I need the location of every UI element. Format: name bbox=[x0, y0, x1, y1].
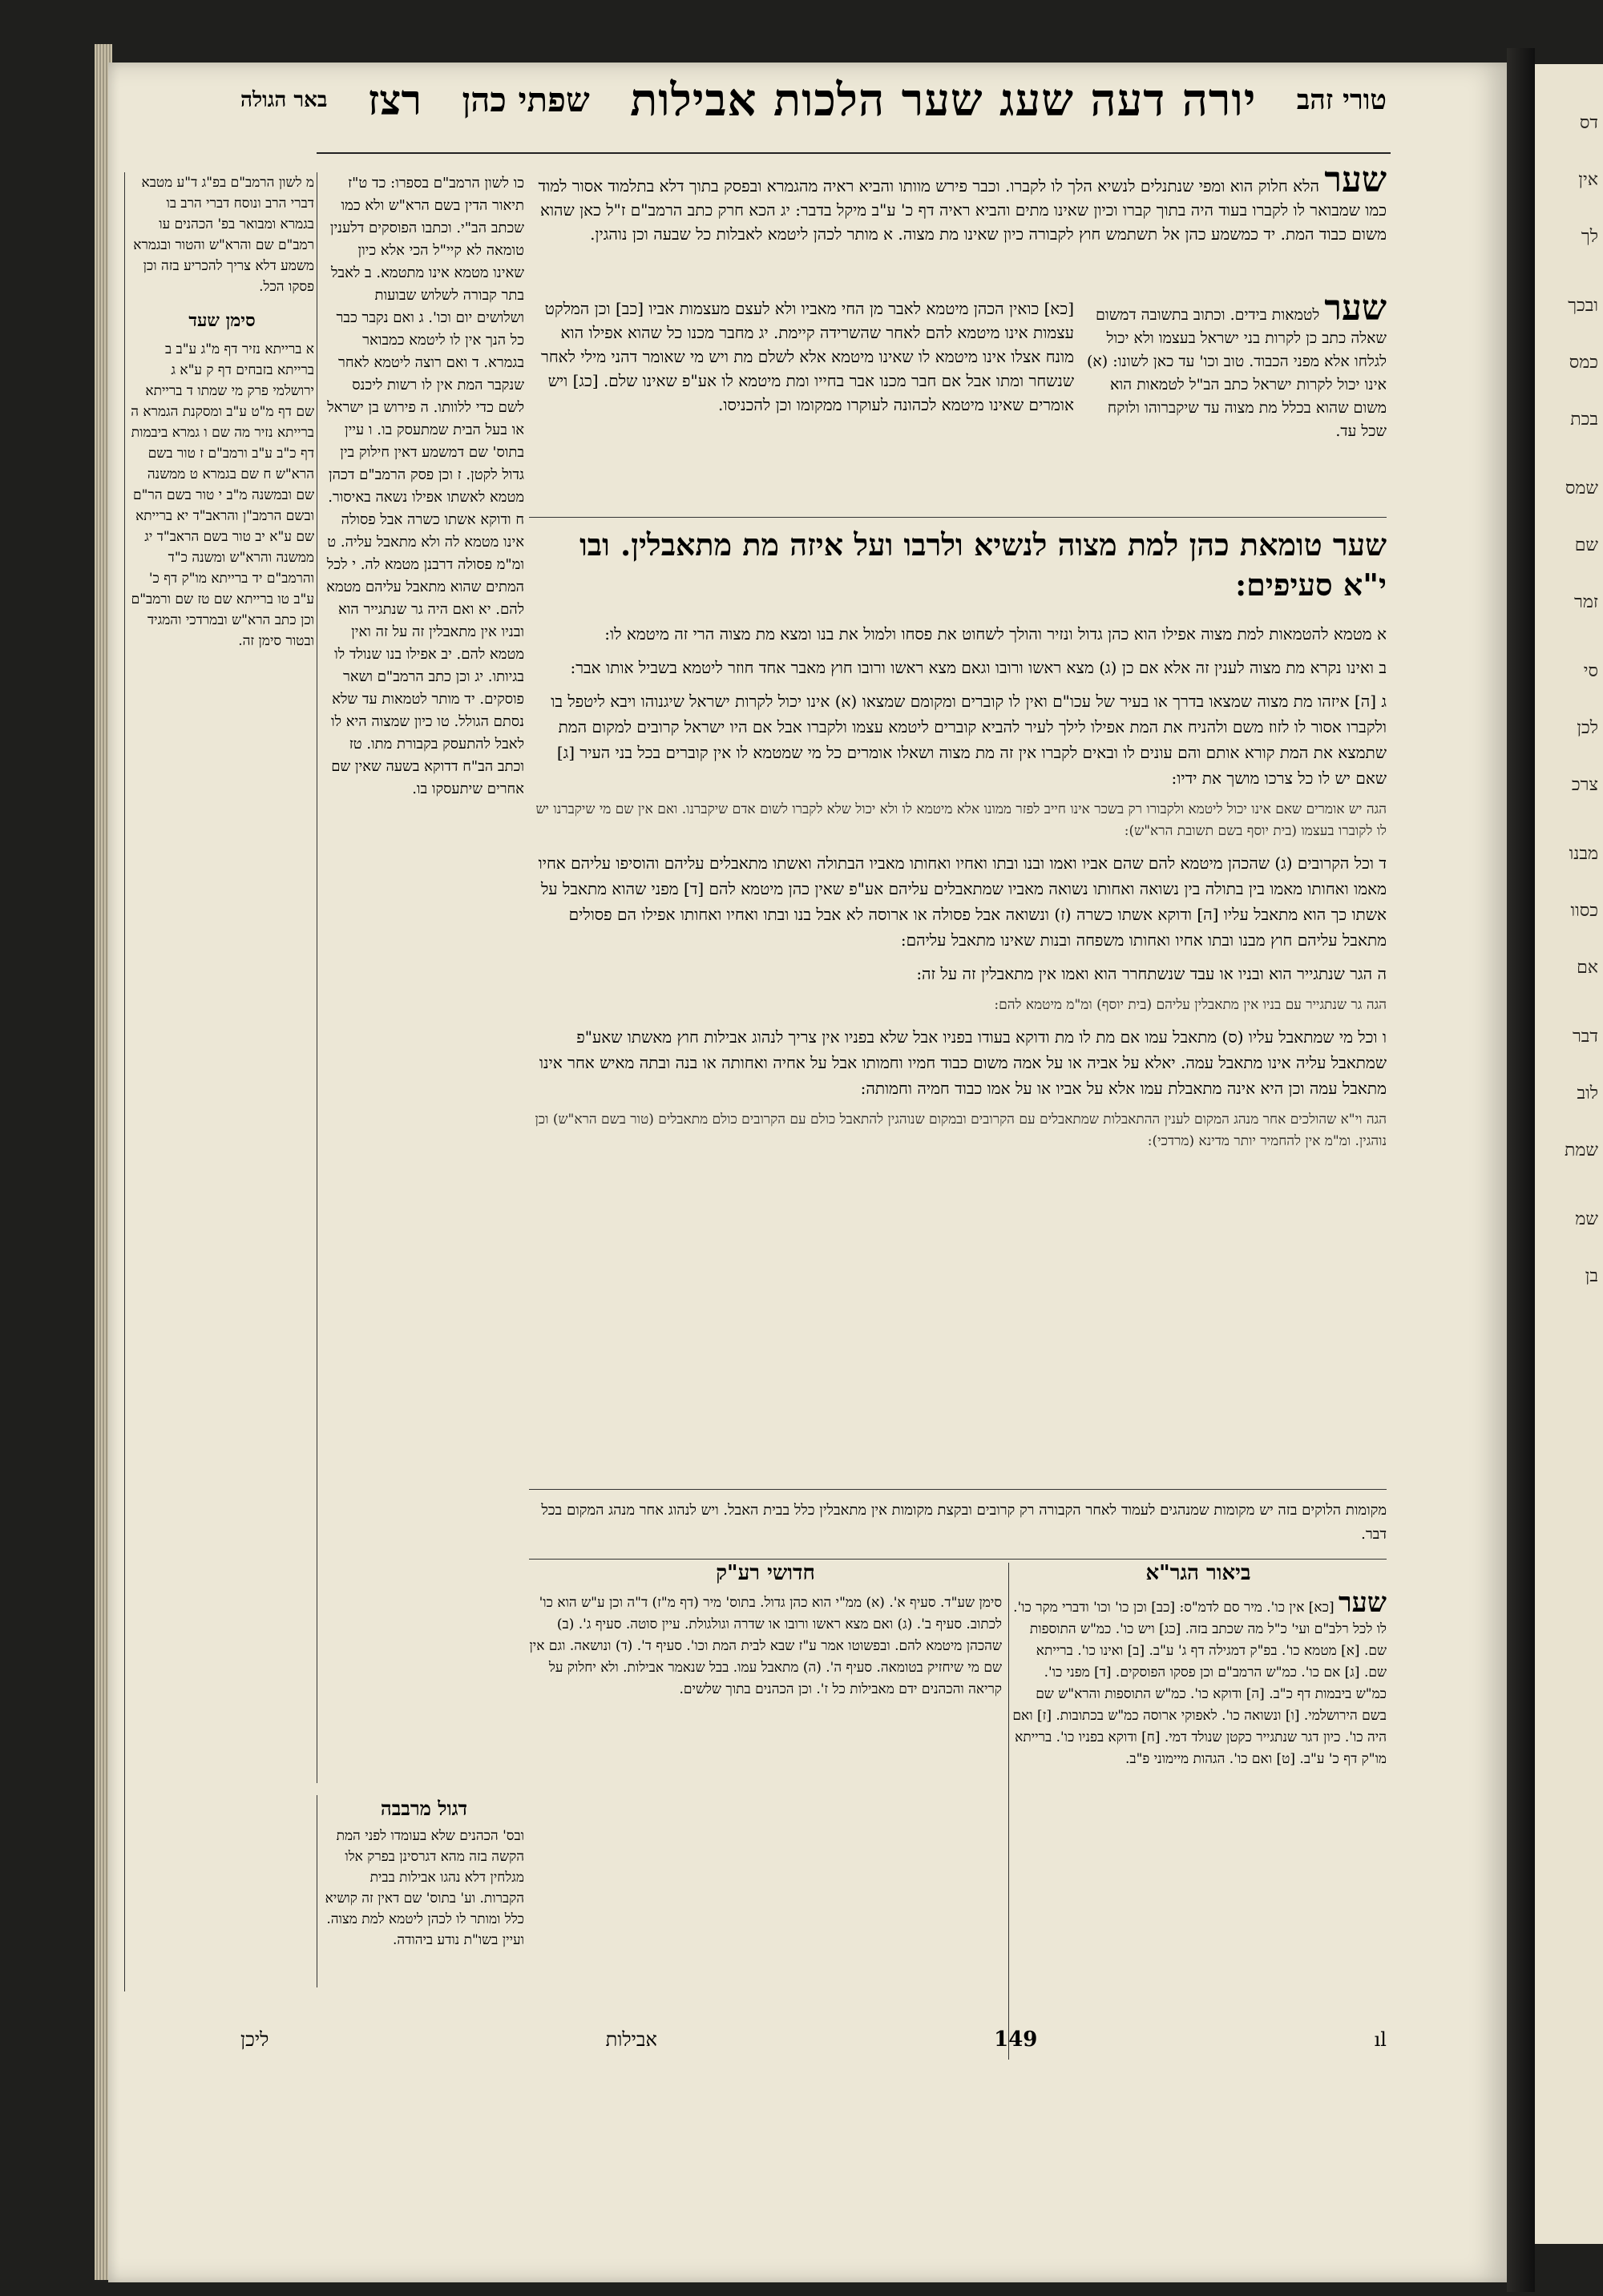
page-header bbox=[240, 56, 1387, 144]
be-hagola-title: באר הגולה bbox=[240, 88, 328, 112]
hagah-gloss-2: הגה גר שנתגייר עם בניו אין מתאבלין עליהם (בית יוסף) ומ"מ מיטמא להם: bbox=[994, 997, 1387, 1013]
folio-number: רצז bbox=[367, 75, 422, 125]
taz-opening-word: שער bbox=[1324, 159, 1387, 200]
be-hagola-top: מ לשון הרמב"ם בפ"ג ד"ע מטבא דברי הרב ונוסח דברי הרב בו בגמרא ומבואר בפ' הכהנים עו רמב"ם שם והרא"ש והטור ובגמרא משמע דלא צריך להכריע בזה וכן פסקו הכל. bbox=[133, 175, 314, 295]
page-number: 149 bbox=[994, 2028, 1038, 2052]
biur-hagra-text: [כא] אין כו'. מיר סם לדמ"ס: [כב] וכן כו' וכו' ודברי מקר כו'. לו לכל רלב"ם ועי' כ"ל מה שכתב בזה. [כג] ויש כו'. כמ"ש התוספות שם. [א] מטמא כו'. בפ"ק דמגילה דף ג' ע"ב. [ב] ואינו כו'. ברייתא שם. [ג] אם כו'. כמ"ש הרמב"ם וכן פסקו הפוסקים. [ד] מפני כו'. כמ"ש ביבמות דף כ"ב. [ה] ודוקא כו'. כמ"ש התוספות והרא"ש שם בשם הירושלמי. [ו] ונשואה כו'. לאפוקי ארוסה כמ"ש בכתובות. [ז] ואם היה כו'. כיון דגר שנתגייר כקטן שנולד דמי. [ח] ודוקא בפניו כו'. ברייתא מו"ק דף כ' ע"ב. [ט] ואם כו'. הגהות מיימוני פ"ב. bbox=[1012, 1600, 1387, 1767]
next-page-fragment: לוב bbox=[1577, 1083, 1598, 1104]
footer-catchword-left: ליכן bbox=[240, 2028, 269, 2051]
next-page-fragment: כמס bbox=[1569, 353, 1598, 373]
next-page-fragment: שמס bbox=[1565, 478, 1598, 498]
taz-right-block bbox=[1082, 297, 1387, 521]
dagul-mervava-text: ובס' הכהנים שלא בעומדו לפני המת הקשה בזה מהא דגרסינן בפרק אלו מגלחין דלא נהגו אבילות בבית הקברות. וע' בתוס' שם דאין זה קושיא כלל ומותר לו לכהן ליטמא למת מצוה. ועיין בשו"ת נודע ביהודה. bbox=[325, 1828, 524, 1948]
taz-right-opening-word: שער bbox=[1324, 297, 1387, 329]
seif-6: ו וכל מי שמתאבל עליו (ס) מתאבל עמו אם מת לו מת ודוקא בעודו בפניו אבל שלא בפניו אין צריך לנהוג אבילות חוץ מאשתו שאע"פ שמתאבל עליה אינו מתאבל עמה. יאלא על אביה או על אמה משום כבוד חמיו וחמותו אבל על אחיה ואחותה או בנה ובתה מאיש אחר אינו מתאבל עמה וכן היא אינה מתאבלת עמו אלא על אביו או על אמו כבוד חמיה וחמותה: bbox=[539, 1027, 1387, 1098]
taz-right-text: לטמאות בידים. וכתוב בתשובה דמשום שאלה כתב כן לקרות בני ישראל בעצמו ולא יכול לגלחו אלא מפני הכבוד. טוב וכו' עד כאן לשונו: (א) אינו יכול לקרות ישראל כתב הב"ל לטמאות הוא משום שהוא בכלל מת מצוה עד שיקברוהו ולוקח שכל עד. bbox=[1086, 306, 1387, 440]
dagul-mervava-column bbox=[317, 1795, 531, 1987]
footer-mark: ıl bbox=[1374, 2028, 1387, 2051]
right-commentary-title: טורי זהב bbox=[1296, 84, 1387, 116]
next-page-fragment: סי bbox=[1583, 661, 1598, 681]
next-page-fragment: אין bbox=[1578, 170, 1598, 190]
dagul-mervava-title: דגול מרבבה bbox=[380, 1797, 468, 1820]
commentary-rule bbox=[529, 1559, 1387, 1560]
next-page-fragment: ובכך bbox=[1568, 296, 1598, 316]
next-page-fragment: שם bbox=[1574, 535, 1598, 555]
main-text: [כא] כואין הכהן מיטמא לאבר מן החי מאביו ולא לעצם מעצמות אביו [כב] וכן המלקט עצמות אינו מיטמא להם לאחר שהשרידה קיימת. יג מחבר מכנו כל שהוא אפילו הוא מונח אצלו אינו מיטמא לו שאינו מיטמא אלא לשלם מת ויש מי שאומר דהני מילי לאחר שנשחר ומתו אבל אם חבר מכנו אבר בחייו ומת מיטמא לו אע"פ שאינו שלם. [כג] ויש אומרים שאינו מיטמא לכהונה לעוקרו ממקומו וכן להכניסו. bbox=[541, 299, 1074, 414]
header-rule bbox=[317, 152, 1391, 154]
next-page-fragment: זמר bbox=[1574, 592, 1598, 612]
next-page-fragment: בן bbox=[1585, 1266, 1598, 1286]
next-page bbox=[1535, 64, 1603, 2244]
siftei-cohen-column bbox=[317, 172, 531, 1783]
section-rule bbox=[529, 517, 1387, 518]
seif-2: ב ואינו נקרא מת מצוה לענין זה אלא אם כן (ג) מצא ראשו ורובו וגאם מצא ראשו ורובו חוץ מאבר אחד חוזר ליטמא בשביל אותו אבר: bbox=[570, 658, 1387, 677]
spine-shadow bbox=[1507, 48, 1535, 2292]
next-page-fragment: דבר bbox=[1573, 1027, 1598, 1047]
biur-opening-word: שער bbox=[1338, 1587, 1387, 1619]
biur-hagra-column bbox=[1010, 1563, 1387, 2060]
chidushei-rak-text: סימן שע"ד. סעיף א'. (א) ממ"י הוא כהן גדול. בתוס' מיר (דף מ"ז) ד"ה וכן ע"ש הוא כו' לכתוב. סעיף ב'. (ג) ואם מצא ראשו ורובו או שדרה וגולגולת. עיין סוטה. סעיף ג'. (ב) שהכהן מיטמא להם. ובפשוטו אמר ע"ז שבא לבית המת וכו'. סעיף ד'. (ד) ונושאה. וגם אין שם מי שיחזיק בטומאה. סעיף ה'. (ה) מתאבל עמו. בבל שנאמר אבילות. ולא יחלוק על קריאה והכהנים ידם מאבילות כל ז'. וכן הכהנים בתוך שלשים. bbox=[529, 1595, 1002, 1697]
main-text-block bbox=[529, 297, 1074, 505]
next-page-fragment: שמ bbox=[1575, 1209, 1598, 1229]
next-page-fragment: צרכ bbox=[1571, 775, 1598, 795]
left-commentary-title: שפתי כהן bbox=[462, 80, 590, 119]
page-title: יורה דעה שעג שער הלכות אבילות bbox=[630, 74, 1257, 127]
taz-top-block bbox=[529, 159, 1387, 289]
next-page-fragment: כסוו bbox=[1570, 901, 1598, 921]
next-page-fragment: אם bbox=[1577, 958, 1598, 978]
siman-title: שער טומאת כהן למת מצוה לנשיא ולרבו ועל איזה מת מתאבלין. ובו י"א סעיפים: bbox=[579, 527, 1387, 603]
be-hagola-body: א ברייתא נזיר דף מ"ג ע"ב ב ברייתא בזבחים דף ק ע"א ג ירושלמי פרק מי שמתו ד ברייתא שם דף מ"ט ע"ב ומסקנת הגמרא ה ברייתא נזיר מה שם ו גמרא ביבמות דף כ"ב ע"ב ורמב"ם ז טור בשם הרא"ש ח שם בגמרא ט ממשנה שם ובמשנה מ"ב י טור בשם הר"ם ובשם הרמב"ן והראב"ד יא ברייתא שם ע"א יב טור בשם הראב"ד יג ממשנה והרא"ש ומשנה כ"ד והרמב"ם יד ברייתא מו"ק דף כ' ע"ב טו ברייתא שם טז שם ורמב"ם וכן כתב הרא"ש ובמרדכי והמגיד ובטור סימן זה. bbox=[131, 341, 314, 649]
seif-1: א מטמא להטמאות למת מצוה אפילו הוא כהן גדול ונזיר והולך לשחוט את פסחו ולמול את בנו ומצא מת מצוה הרי זה מיטמא לו: bbox=[604, 624, 1387, 644]
taz-top-text: הלא חלוק הוא ומפי שנתנלים לנשיא הלך לו לקברו. וכבר פירש מוותו והביא ראיה מהגמרא ובפסק בתוך דלא בתלמוד אסור למוד כמו שמבואר לו לקברו בעוד היה בתוך קברו וכיון שאינו מתים והביא ראיה דף כ' ע"ב מיקל בדבר: יג הכא חרק כתב הרמב"ם ז"ל כאן שהוא משום כבוד המת. יד כמשמע כהן אל תשתמש חוץ לקבורה כיון שאינו מת מצוה. א מותר לכהן ליטמא לאבלות כל שבעה וכן נוהגין. bbox=[538, 176, 1387, 244]
footer-catchword-mid: אבילות bbox=[605, 2028, 657, 2051]
next-page-fragment: לכן bbox=[1577, 718, 1598, 738]
next-page-fragment: דס bbox=[1579, 113, 1598, 133]
chidushei-rak-title: חדושי רע"ק bbox=[716, 1563, 815, 1585]
mekomot-note: מקומות הלוקים בזה יש מקומות שמנהגים לעמוד לאחר הקבורה רק קרובים ובקצת מקומות אין מתאבלין כלל בבית האבל. ויש לנהוג אחר מנהג המקום בכל דבר. bbox=[541, 1502, 1387, 1543]
seif-4: ד וכל הקרובים (ג) שהכהן מיטמא להם שהם אביו ואמו ובנו ובתו ואחיו ואחותו מאביו הבתולה ואשתו מתאבלים עליהם והוסיפו עליהם אחיו מאמו ואחותו מאמו בין בתולה בין נשואה ואחותו נשואה מאביו שמתאבלים עליהם אע"פ שאין כהן מיטמא להם [ד] מפני שהוא מתאבל על אשתו כך הוא מתאבל עליו [ה] ודוקא אשתו כשרה (ז) ונשואה אבל פסולה או ארוסה לא אבל בנו ובתו ואחיו ואחותו אפילו הם פסולים מתאבל עליהם חוץ מבנו ובתו אחיו ואחותו משפחה ובנות שאינו מתאבל עליהם: bbox=[538, 853, 1387, 950]
next-page-fragment: בכת bbox=[1570, 410, 1598, 430]
be-hagola-column bbox=[124, 172, 319, 1991]
seif-3: ג [ה] איזהו מת מצוה שמצאו בדרך או בעיר של עכו"ם ואין לו קוברים ומקומם שמצאו (א) אינו יכול לקרות ישראל שיגנוהו ויבא ליטפל בו ולקברו אסור לו לזוז משם ולהניח את המת אפילו לילך לעיר להביא קוברים ליטמא עצמו ולקברו אבל אם היו ישראל קרובים למקום המת שתמצא את המת קורא אותם והם עונים לו ובאים לקברו אין זה מת מצוה ושאלו אומרים כל מי שמטמא לו אין קוברים בכל בני העיר [ג] שאם יש לו כל צרכו מושך את ידיו: bbox=[551, 692, 1387, 788]
siftei-cohen-text: כו לשון הרמב"ם בספרו: כד ט"ז תיאור הדין בשם הרא"ש ולא כמו שכתב הב"י. וכתבו הפוסקים דלענין טומאה לא קיי"ל הכי אלא כיון שאינו מטמא אינו מתטמא. ב לאבל בתר קבורה לשלוש שבועות ושלושים יום וכו'. ג ואם נקבר כבר כל הנך אין לו ליטמא כמבואר בגמרא. ד ואם רוצה ליטמא לאחר שנקבר המת אין לו רשות ליכנס לשם כדי ללוותו. ה פירוש בן ישראל או בעל הבית שמתעסק בו. ו עיין בתוס' שם דמשמע דאין חילוק בין גדול לקטן. ז וכן פסק הרמב"ם דכהן מטמא לאשתו אפילו נשאה באיסור. ח ודוקא אשתו כשרה אבל פסולה אינו מטמא לה ולא מתאבל עליה. ט ומ"מ פסולה דרבנן מטמא לה. י לכל המתים שהוא מתאבל עליהם מטמא להם. יא ואם היה גר שנתגייר הוא ובניו אין מתאבלין זה על זה ואין מטמא להם. יב אפילו בנו שנולד לו בגיותו. יג וכן כתב הרמב"ם ושאר פוסקים. יד מותר לטמאות עד שלא נסתם הגולל. טו כיון שמצוה היא לו לאבל להתעסק בקבורת מתו. טז וכתב הב"ח דדוקא בשעה שאין שם אחרים שיתעסקו בו. bbox=[326, 175, 524, 797]
hagah-gloss-3: הגה וי"א שהולכים אחר מנהג המקום לענין ההתאבלות שמתאבלים עם הקרובים ובמקום שנוהגין להתאבל כולם עם הקרובים כולם מתאבלים (טור בשם הרא"ש) וכן נוהגין. ומ"מ אין להחמיר יותר מדינא (מרדכי): bbox=[535, 1112, 1387, 1149]
next-page-fragment: מבנו bbox=[1569, 844, 1598, 864]
next-page-fragment: לך bbox=[1581, 227, 1598, 247]
seifim-block bbox=[529, 621, 1387, 1471]
be-hagola-section-title: סימן שעד bbox=[188, 310, 256, 331]
page-footer bbox=[240, 2020, 1387, 2060]
next-page-fragment: שמת bbox=[1564, 1140, 1598, 1160]
hagah-gloss-1: הגה יש אומרים שאם אינו יכול ליטמא ולקבורו רק בשכר אינו חייב לפזר ממונו אלא מיטמא לו ולא יכול שלא לקברו לשום אדם שיקברנו. ואם אין שם מי שיקברנו יש לו לקוברו בעצמו (בית יוסף בשם תשובת הרא"ש): bbox=[535, 801, 1387, 839]
lower-rule bbox=[529, 1489, 1387, 1490]
chidushei-rak-column bbox=[529, 1563, 1009, 2060]
biur-hagra-title: ביאור הגר"א bbox=[1145, 1563, 1251, 1585]
seif-5: ה הגר שנתגייר הוא ובניו או עבד שנשתחרר הוא ואמו אין מתאבלין זה על זה: bbox=[916, 964, 1387, 983]
